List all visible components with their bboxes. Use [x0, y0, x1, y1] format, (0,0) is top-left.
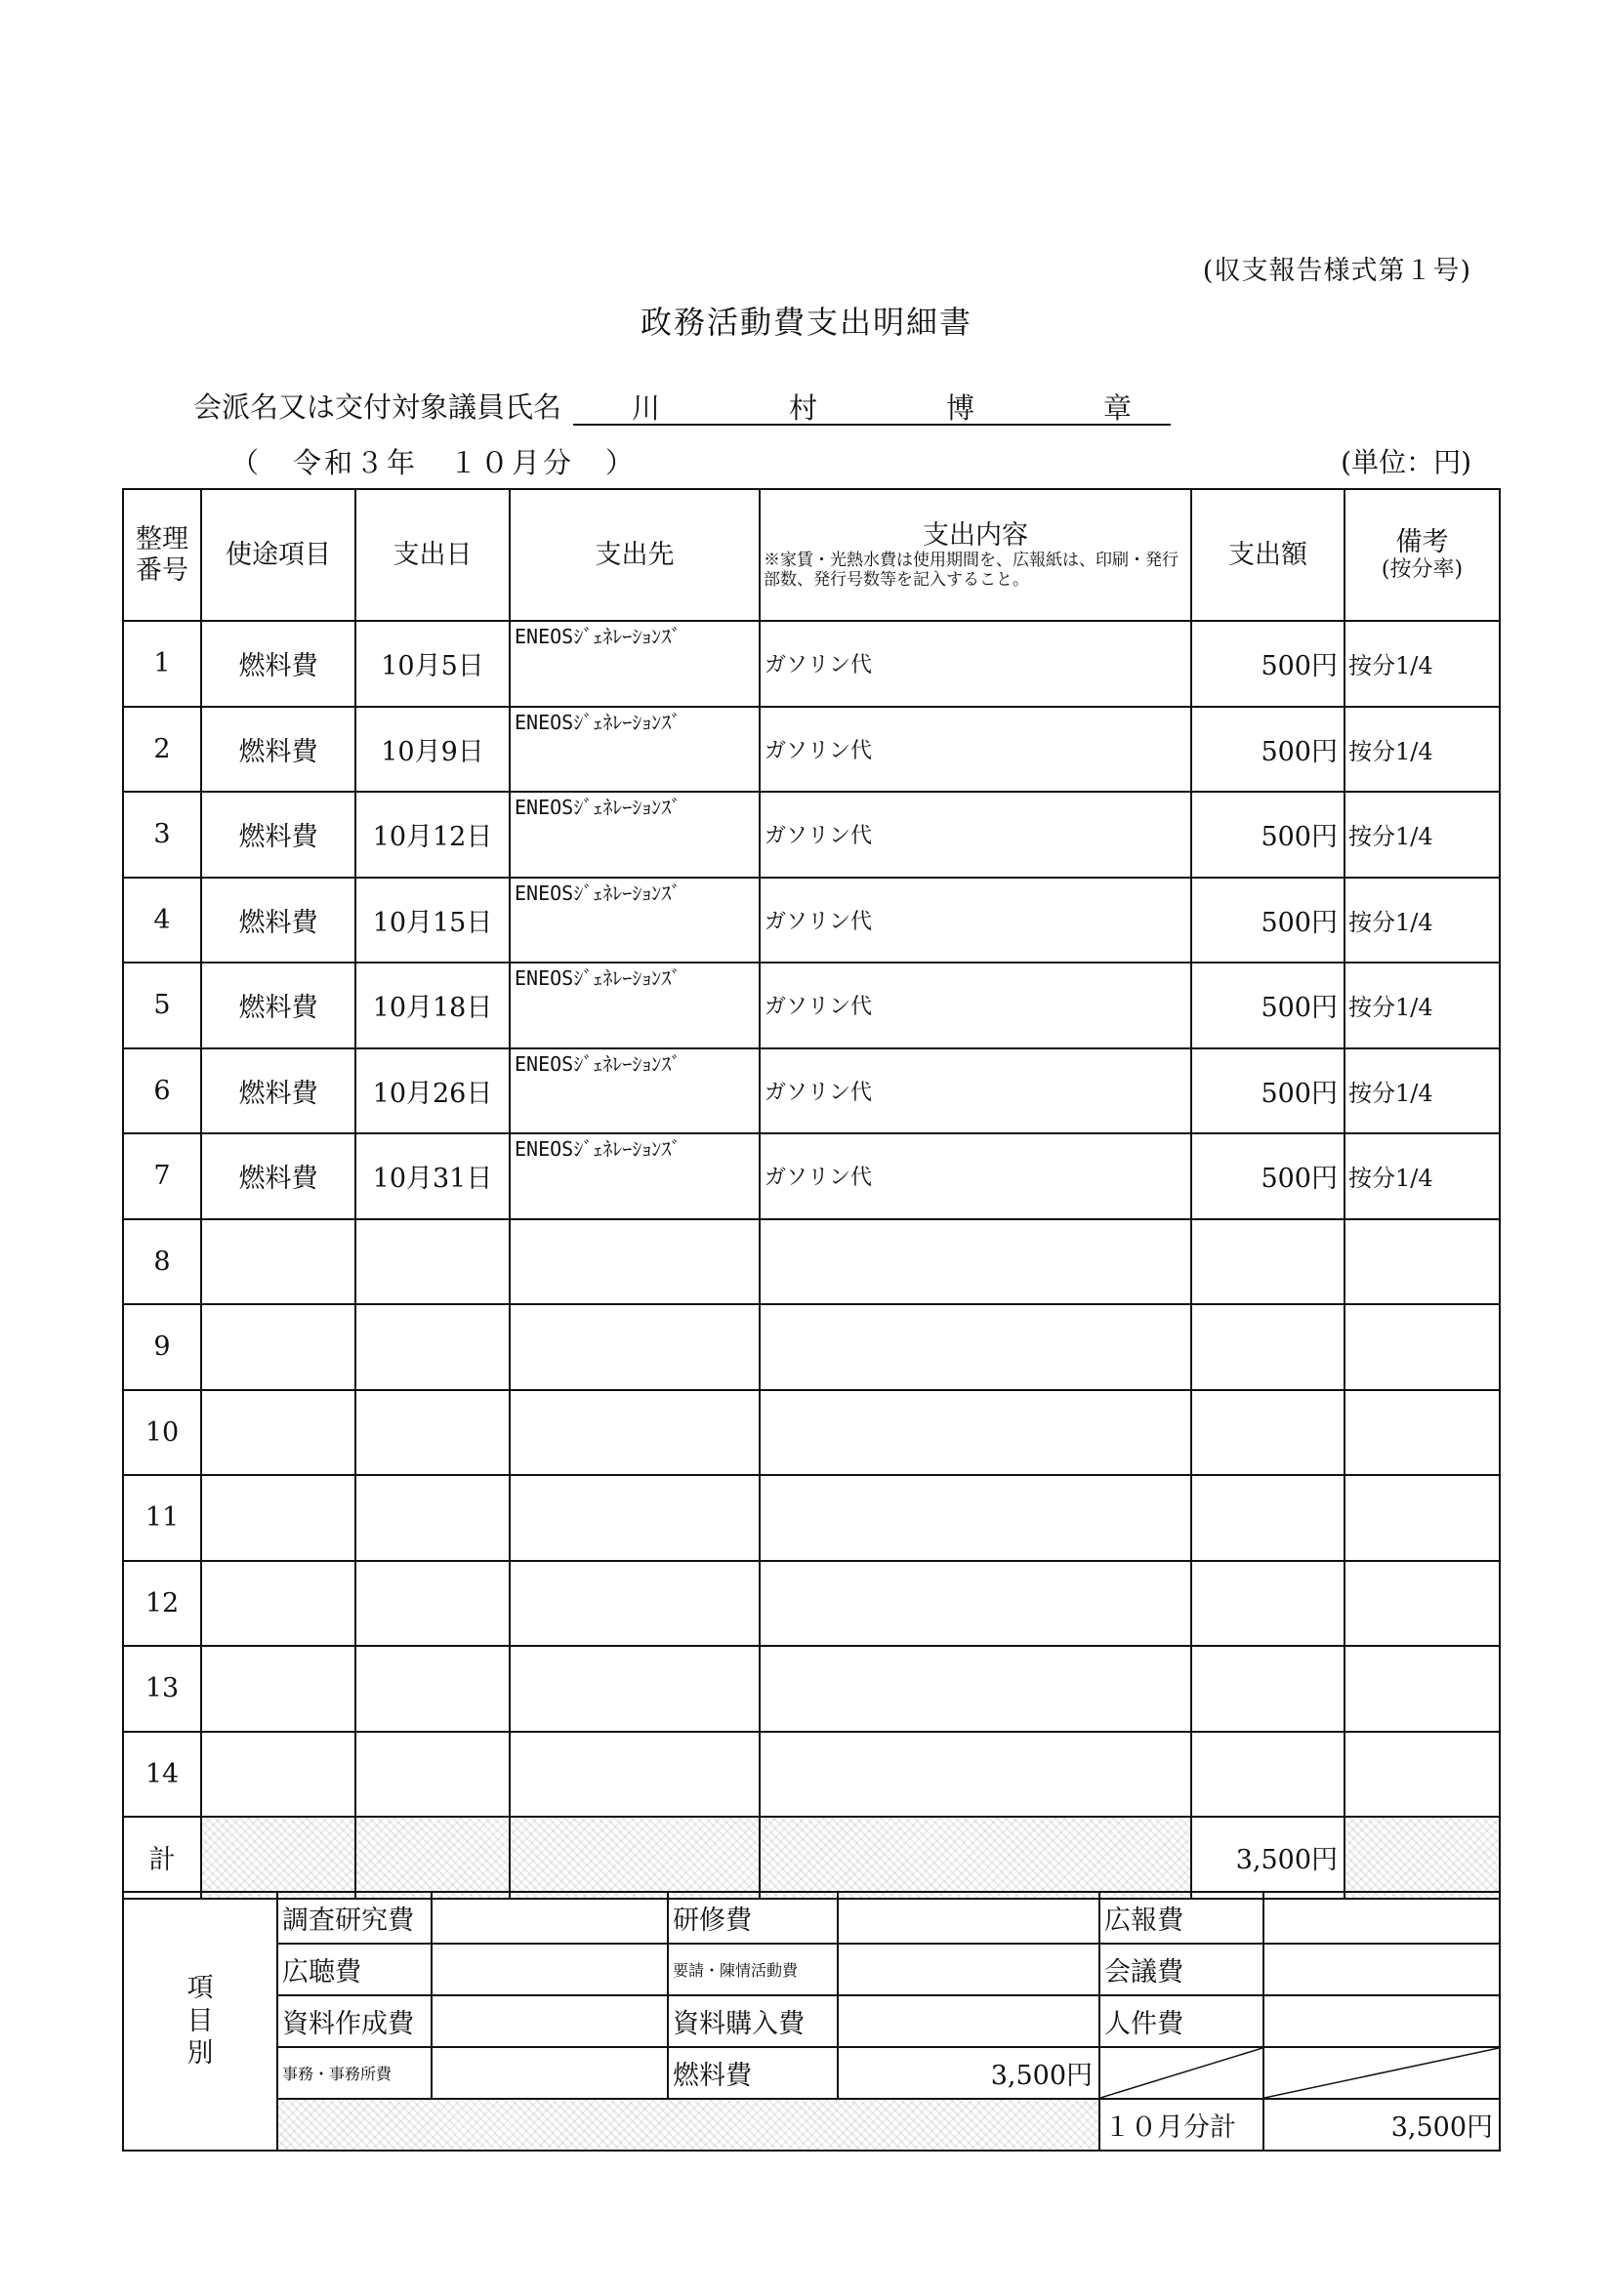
row-date: [355, 1646, 510, 1732]
category-label: 人件費: [1099, 1995, 1263, 2047]
diagonal-blank-cell: [1263, 2047, 1500, 2099]
row-content: [760, 1561, 1191, 1647]
member-label: 会派名又は交付対象議員氏名: [193, 390, 562, 424]
shaded-cell: [201, 1817, 355, 1899]
form-number: (収支報告様式第１号): [1202, 256, 1471, 286]
row-payee: ENEOSｼﾞｪﾈﾚｰｼｮﾝｽﾞ: [510, 1133, 760, 1219]
row-date: 10月31日: [355, 1133, 510, 1219]
member-row: [193, 386, 1171, 426]
row-payee: ENEOSｼﾞｪﾈﾚｰｼｮﾝｽﾞ: [510, 878, 760, 964]
expense-table: [122, 488, 1501, 1900]
row-note: [1344, 1561, 1500, 1647]
row-category: 燃料費: [201, 792, 355, 878]
row-amount: 500円: [1191, 878, 1344, 964]
row-note: [1344, 1390, 1500, 1476]
row-content: ガソリン代: [760, 963, 1191, 1048]
category-label: 広聴費: [277, 1944, 432, 1995]
row-no: 13: [123, 1646, 201, 1732]
row-content: [760, 1390, 1191, 1476]
table-row: [123, 878, 1500, 964]
header-remarks-title: 備考: [1395, 527, 1449, 558]
total-amount: 3,500円: [1191, 1817, 1344, 1899]
category-row: [123, 2047, 1500, 2099]
category-label: 燃料費: [668, 2047, 838, 2099]
row-content: [760, 1646, 1191, 1732]
document-title: 政務活動費支出明細書: [640, 304, 972, 341]
shaded-cell: [1344, 1817, 1500, 1899]
row-no: 6: [123, 1048, 201, 1134]
row-no: 5: [123, 963, 201, 1048]
table-row: [123, 621, 1500, 707]
category-row: [123, 1892, 1500, 1944]
row-date: [355, 1561, 510, 1647]
row-no: 14: [123, 1732, 201, 1818]
row-date: 10月18日: [355, 963, 510, 1048]
member-name-char: 章: [1102, 391, 1132, 425]
row-payee: ENEOSｼﾞｪﾈﾚｰｼｮﾝｽﾞ: [510, 707, 760, 793]
row-no: 10: [123, 1390, 201, 1476]
reporting-period: （ 令和３年 １０月分 ）: [230, 446, 638, 479]
row-no: 7: [123, 1133, 201, 1219]
row-no: 3: [123, 792, 201, 878]
row-category: 燃料費: [201, 621, 355, 707]
row-amount: [1191, 1475, 1344, 1561]
category-label: 調査研究費: [277, 1892, 432, 1944]
unit-label: (単位：円): [1341, 446, 1471, 478]
row-payee: [510, 1646, 760, 1732]
header-date: 支出日: [355, 489, 510, 621]
diagonal-blank-cell: [1099, 2047, 1263, 2099]
row-payee: ENEOSｼﾞｪﾈﾚｰｼｮﾝｽﾞ: [510, 963, 760, 1048]
row-amount: 500円: [1191, 963, 1344, 1048]
row-note: [1344, 1732, 1500, 1818]
row-payee: ENEOSｼﾞｪﾈﾚｰｼｮﾝｽﾞ: [510, 1048, 760, 1134]
row-content: ガソリン代: [760, 878, 1191, 964]
category-value: [1263, 1892, 1500, 1944]
table-row: [123, 1475, 1500, 1561]
row-content: [760, 1219, 1191, 1305]
member-name-char: 博: [945, 391, 974, 425]
category-summary-table: [122, 1891, 1501, 2152]
row-date: 10月5日: [355, 621, 510, 707]
header-content-note: ※家賃・光熱水費は使用期間を、広報紙は、印刷・発行部数、発行号数等を記入すること。: [764, 550, 1179, 591]
row-date: [355, 1219, 510, 1305]
row-category: [201, 1646, 355, 1732]
category-value: [1263, 1995, 1500, 2047]
row-date: [355, 1390, 510, 1476]
row-category: [201, 1390, 355, 1476]
monthly-total-label: １０月分計: [1099, 2099, 1263, 2151]
row-no: 4: [123, 878, 201, 964]
row-category: [201, 1304, 355, 1390]
category-value: [1263, 1944, 1500, 1995]
shaded-cell: [510, 1817, 760, 1899]
header-remarks-sub: (按分率): [1381, 557, 1464, 583]
row-date: 10月9日: [355, 707, 510, 793]
row-payee: [510, 1219, 760, 1305]
category-value: [432, 1995, 668, 2047]
row-note: 按分1/4: [1344, 1133, 1500, 1219]
table-row: [123, 1133, 1500, 1219]
row-category: 燃料費: [201, 1133, 355, 1219]
row-no: 9: [123, 1304, 201, 1390]
category-label: 会議費: [1099, 1944, 1263, 1995]
row-content: ガソリン代: [760, 792, 1191, 878]
row-content: ガソリン代: [760, 707, 1191, 793]
table-row: [123, 707, 1500, 793]
row-payee: [510, 1475, 760, 1561]
row-amount: 500円: [1191, 707, 1344, 793]
table-row: [123, 1390, 1500, 1476]
row-content: ガソリン代: [760, 1133, 1191, 1219]
row-no: 2: [123, 707, 201, 793]
row-content: [760, 1304, 1191, 1390]
member-name: [573, 387, 1171, 426]
category-section-label: 項目別: [123, 1892, 277, 2151]
row-date: 10月15日: [355, 878, 510, 964]
table-row: [123, 1219, 1500, 1305]
category-value: [838, 1995, 1099, 2047]
row-note: [1344, 1304, 1500, 1390]
category-value: [432, 1944, 668, 1995]
header-content: [760, 489, 1191, 621]
row-note: 按分1/4: [1344, 792, 1500, 878]
row-amount: 500円: [1191, 1133, 1344, 1219]
row-amount: [1191, 1561, 1344, 1647]
row-category: 燃料費: [201, 878, 355, 964]
row-category: [201, 1475, 355, 1561]
row-amount: [1191, 1304, 1344, 1390]
member-name-char: 川: [632, 391, 661, 425]
row-note: [1344, 1475, 1500, 1561]
total-row: [123, 1817, 1500, 1899]
row-note: 按分1/4: [1344, 963, 1500, 1048]
category-value: 3,500円: [838, 2047, 1099, 2099]
shaded-cell: [760, 1817, 1191, 1899]
header-payee: 支出先: [510, 489, 760, 621]
header-remarks: [1344, 489, 1500, 621]
category-label: 広報費: [1099, 1892, 1263, 1944]
category-label: 要請・陳情活動費: [668, 1944, 838, 1995]
shaded-cell: [355, 1817, 510, 1899]
row-category: 燃料費: [201, 1048, 355, 1134]
row-category: [201, 1561, 355, 1647]
row-amount: 500円: [1191, 621, 1344, 707]
category-row: [123, 1995, 1500, 2047]
row-no: 11: [123, 1475, 201, 1561]
row-date: [355, 1304, 510, 1390]
row-amount: [1191, 1219, 1344, 1305]
category-label: 資料作成費: [277, 1995, 432, 2047]
total-label: 計: [123, 1817, 201, 1899]
row-payee: [510, 1732, 760, 1818]
row-content: ガソリン代: [760, 621, 1191, 707]
row-amount: [1191, 1646, 1344, 1732]
row-note: 按分1/4: [1344, 621, 1500, 707]
row-date: [355, 1732, 510, 1818]
row-note: [1344, 1646, 1500, 1732]
row-payee: ENEOSｼﾞｪﾈﾚｰｼｮﾝｽﾞ: [510, 621, 760, 707]
table-row: [123, 1304, 1500, 1390]
row-payee: [510, 1390, 760, 1476]
row-note: 按分1/4: [1344, 1048, 1500, 1134]
table-row: [123, 963, 1500, 1048]
category-value: [838, 1892, 1099, 1944]
table-row: [123, 792, 1500, 878]
monthly-total-row: [123, 2099, 1500, 2151]
row-no: 8: [123, 1219, 201, 1305]
category-value: [432, 1892, 668, 1944]
monthly-total-value: 3,500円: [1263, 2099, 1500, 2151]
row-content: ガソリン代: [760, 1048, 1191, 1134]
row-category: [201, 1219, 355, 1305]
table-row: [123, 1732, 1500, 1818]
row-payee: [510, 1561, 760, 1647]
row-no: 1: [123, 621, 201, 707]
row-amount: [1191, 1732, 1344, 1818]
header-no: 整理番号: [123, 489, 201, 621]
row-category: 燃料費: [201, 963, 355, 1048]
category-label: 資料購入費: [668, 1995, 838, 2047]
header-content-title: 支出内容: [923, 519, 1028, 551]
row-payee: [510, 1304, 760, 1390]
table-header-row: [123, 489, 1500, 621]
header-category: 使途項目: [201, 489, 355, 621]
category-label: 事務・事務所費: [277, 2047, 432, 2099]
row-no: 12: [123, 1561, 201, 1647]
row-category: 燃料費: [201, 707, 355, 793]
row-amount: 500円: [1191, 1048, 1344, 1134]
header-amount: 支出額: [1191, 489, 1344, 621]
category-label: 研修費: [668, 1892, 838, 1944]
row-content: [760, 1732, 1191, 1818]
row-category: [201, 1732, 355, 1818]
row-date: 10月26日: [355, 1048, 510, 1134]
row-amount: [1191, 1390, 1344, 1476]
row-note: 按分1/4: [1344, 707, 1500, 793]
table-row: [123, 1048, 1500, 1134]
row-content: [760, 1475, 1191, 1561]
row-date: 10月12日: [355, 792, 510, 878]
category-value: [838, 1944, 1099, 1995]
shaded-cell: [277, 2099, 1099, 2151]
category-row: [123, 1944, 1500, 1995]
row-payee: ENEOSｼﾞｪﾈﾚｰｼｮﾝｽﾞ: [510, 792, 760, 878]
category-value: [432, 2047, 668, 2099]
row-note: [1344, 1219, 1500, 1305]
row-note: 按分1/4: [1344, 878, 1500, 964]
table-row: [123, 1646, 1500, 1732]
member-name-char: 村: [789, 391, 818, 425]
row-date: [355, 1475, 510, 1561]
row-amount: 500円: [1191, 792, 1344, 878]
table-row: [123, 1561, 1500, 1647]
